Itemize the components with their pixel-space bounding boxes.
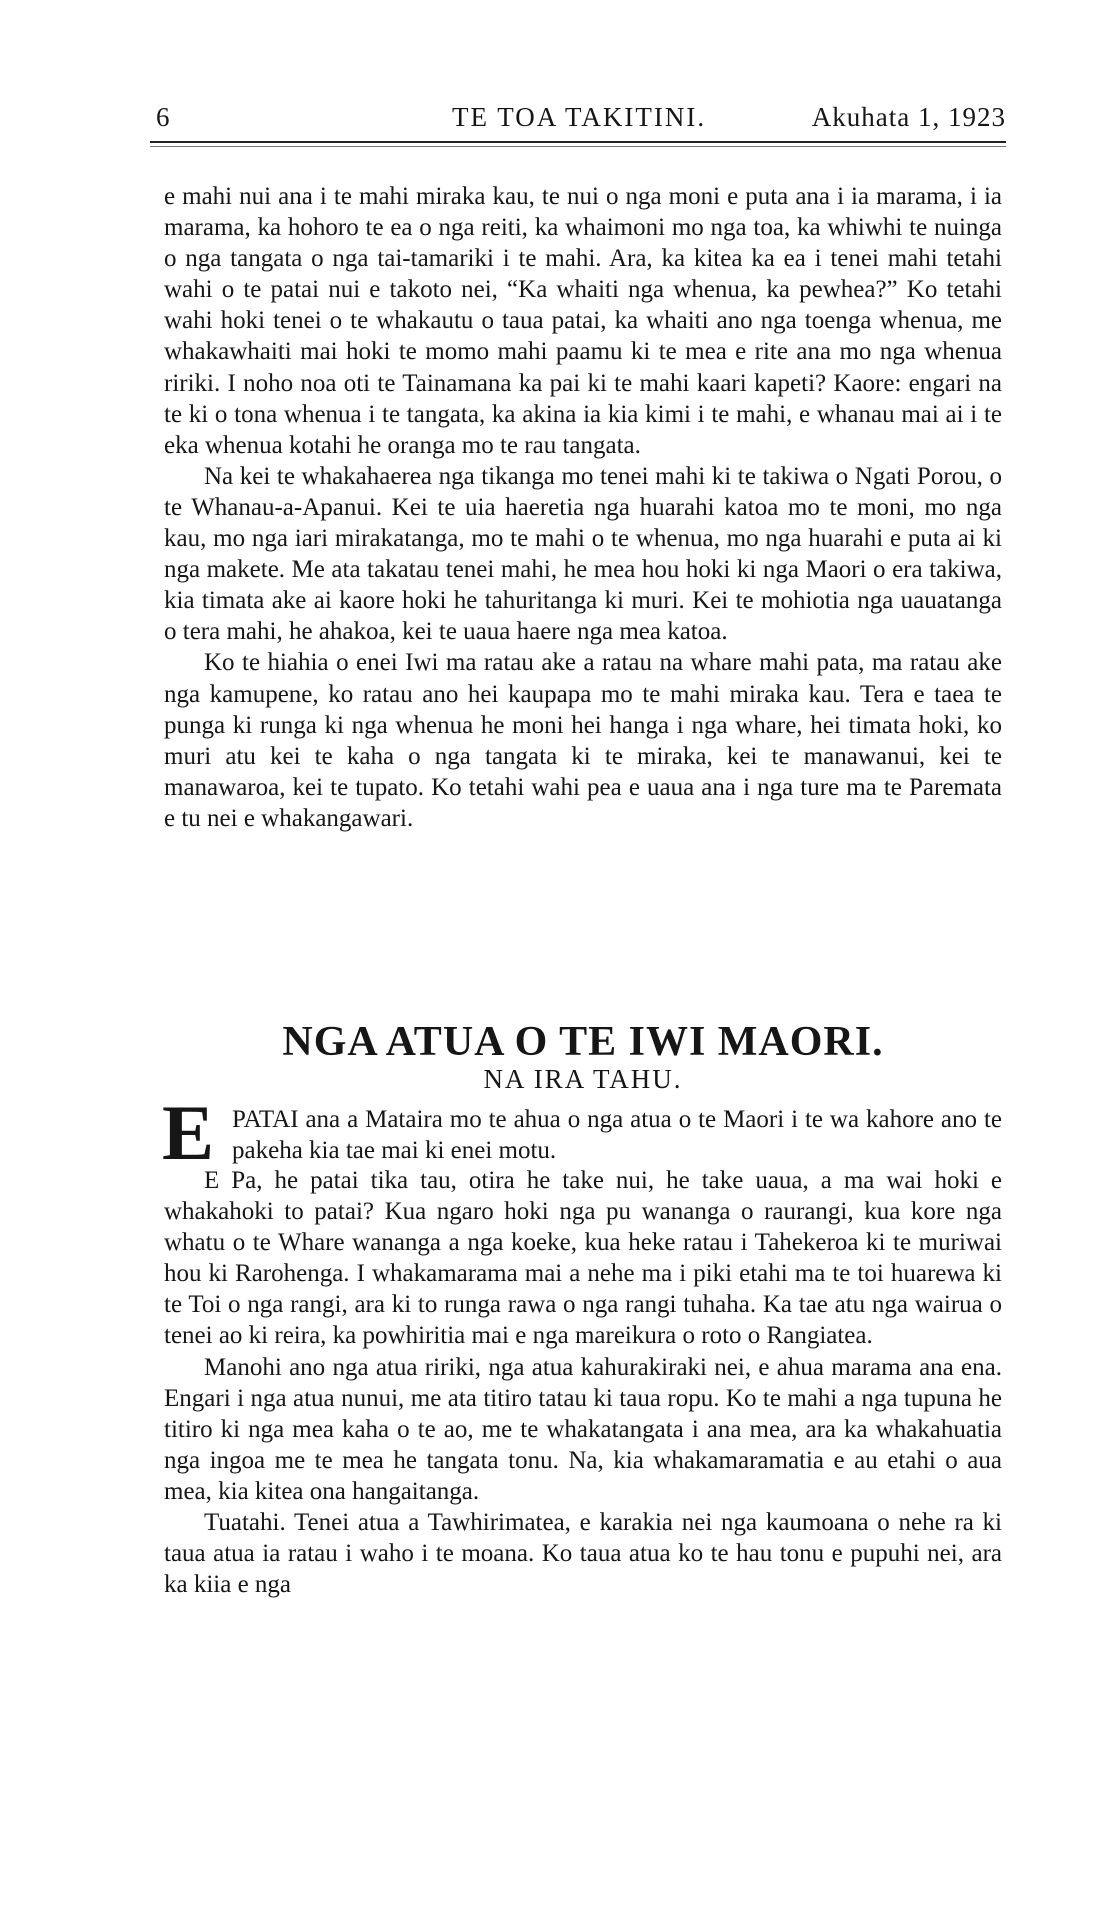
article-1-paragraph: e mahi nui ana i te mahi miraka kau, te nui o nga moni e puta ana i ia marama, i ia marama, ka hohoro te ea o nga reiti, ka whaimoni mo nga toa, ka whiwhi te nuinga o nga tangata o nga tai-tamariki i te mahi. Ara, ka kitea ka ea i tenei mahi tetahi wahi o te patai nui e takoto nei, “Ka whaiti nga whenua, ka pewhea?” Ko tetahi wahi hoki tenei o te whakautu o taua patai, ka whaiti ano nga toenga whenua, me whakawhaiti mai hoki te momo mahi paamu ki te mea e rite ana mo nga whenua ririki. I noho noa oti te Tainamana ka pai ki te mahi kaari kapeti? Kaore: engari na te ki o tona whenua i te tangata, ka akina ia kia kimi i te mahi, e whanau mai ai i te eka whenua kotahi he oranga mo te rau tangata. — [164, 183, 1002, 459]
article-2-title: NGA ATUA O TE IWI MAORI. — [282, 1019, 884, 1065]
article-2-paragraph: Manohi ano nga atua ririki, nga atua kahurakiraki nei, e ahua marama ana ena. Engari i nga atua nunui, me ata titiro tatau ki taua ropu. Ko te mahi a nga tupuna he titiro ki nga mea kaha o te ao, me te whakatangata i ana mea, ara ka whakahuatia nga ingoa me te mea he tangata tonu. Na, kia whakamaramatia e au etahi o aua mea, kia kitea ona hangaitanga. — [164, 1353, 1002, 1505]
article-2-opening-text: PATAI ana a Mataira mo te ahua o nga atua o te Maori i te wa kahore ano te pakeha kia tae mai ki enei motu. — [232, 1106, 1002, 1165]
header-rule — [150, 141, 1006, 143]
article-2-paragraph: Tuatahi. Tenei atua a Tawhirimatea, e karakia nei nga kaumoana o nehe ra ki taua atua ia ratau i waho i te moana. Ko taua atua ko te hau tonu e pupuhi nei, ara ka kiia e nga — [164, 1509, 1002, 1599]
running-head — [150, 98, 1006, 138]
article-1-body — [164, 181, 1002, 834]
article-2-opening — [232, 1104, 1002, 1166]
drop-cap: E — [162, 1089, 215, 1176]
article-2-byline: NA IRA TAHU. — [483, 1064, 683, 1094]
publication-title: TE TOA TAKITINI. — [452, 102, 707, 132]
page-number: 6 — [156, 102, 171, 132]
article-2-paragraph: E Pa, he patai tika tau, otira he take nui, he take uaua, a ma wai hoki e whakahoki to patai? Kua ngaro hoki nga pu wananga o raurangi, kua kore nga whatu o te Whare wananga a nga koeke, kua heke ratau i Tahekeroa ki te muriwai hou ki Rarohenga. I whakamarama mai a nehe ma i piki etahi ma te toi huarewa ki te Toi o nga rangi, ara ki to runga rawa o nga rangi tuhaha. Ka tae atu nga wairua o tenei ao ki reira, ka powhiritia mai e nga mareikura o roto o Rangiatea. — [164, 1167, 1002, 1350]
article-1-paragraph: Ko te hiahia o enei Iwi ma ratau ake a ratau na whare mahi pata, ma ratau ake nga kamupene, ko ratau ano hei kaupapa mo te mahi miraka kau. Tera e taea te punga ki runga ki nga whenua he moni hei hanga i nga whare, hei timata hoki, ko muri atu kei te kaha o nga tangata ki te miraka, kei te manawanui, kei te manawaroa, kei te tupato. Ko tetahi wahi pea e uaua ana i nga ture ma te Paremata e tu nei e whakangawari. — [164, 649, 1002, 832]
header-rule-thin — [150, 146, 1006, 147]
article-2-body — [164, 1165, 1002, 1600]
issue-date: Akuhata 1, 1923 — [811, 102, 1006, 132]
article-1-paragraph: Na kei te whakahaerea nga tikanga mo tenei mahi ki te takiwa o Ngati Porou, o te Whanau-a-Apanui. Kei te uia haeretia nga huarahi katoa mo te moni, mo nga kau, mo nga iari mirakatanga, mo te mahi o te whenua, mo nga huarahi e puta ai ki nga makete. Me ata takatau tenei mahi, he mea hou hoki ki nga Maori o era takiwa, kia timata ake ai kaore hoki he tahuritanga ki muri. Kei te mohiotia nga uauatanga o tera mahi, he ahakoa, kei te uaua haere nga mea katoa. — [164, 462, 1002, 646]
